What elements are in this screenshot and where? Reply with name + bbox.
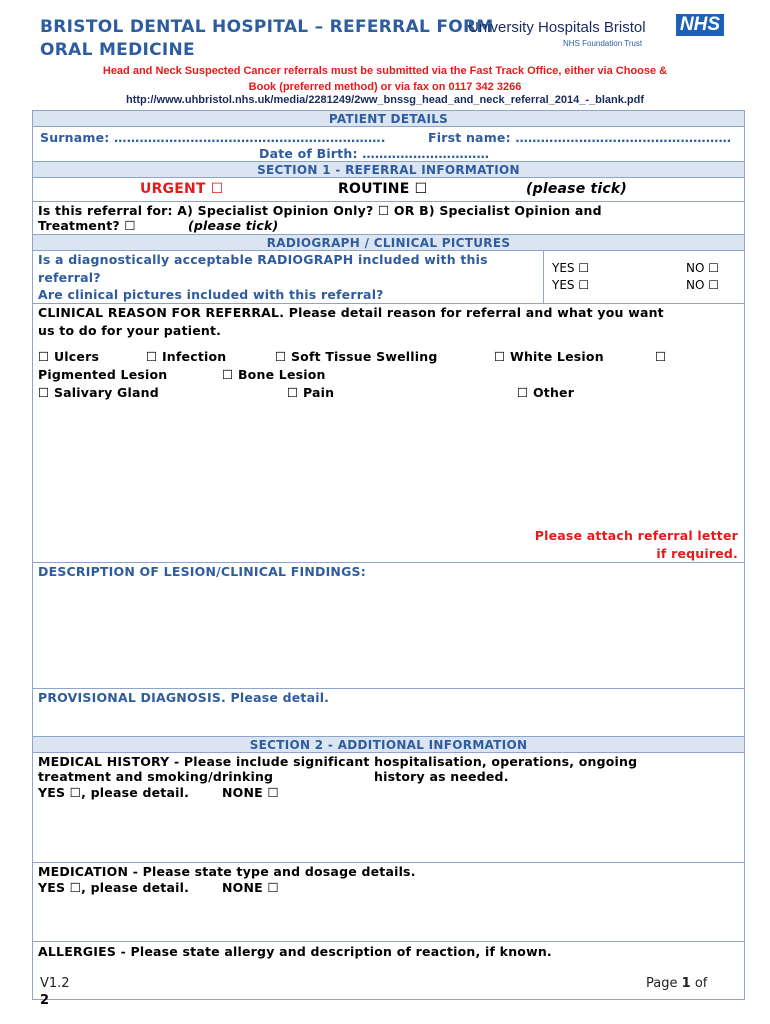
fast-track-notice: [40, 63, 730, 95]
page-of: of: [694, 976, 708, 991]
medical-history-label-2b: history as needed.: [374, 769, 509, 784]
notice-line-2: Book (preferred method) or via fax on 0117 342 3266: [248, 81, 522, 93]
medication-textarea[interactable]: [36, 898, 741, 938]
dob-field[interactable]: Date of Birth: …………………………: [259, 146, 490, 161]
referral-type-question[interactable]: Is this referral for: A) Specialist Opinion Only? ☐ OR B) Specialist Opinion and: [38, 203, 602, 218]
medical-history-none-checkbox[interactable]: NONE ☐: [222, 785, 279, 800]
infection-checkbox[interactable]: ☐ Infection: [146, 349, 227, 364]
first-name-field[interactable]: First name: ……………………………………………: [428, 130, 732, 145]
page-number: 1: [681, 976, 691, 991]
page-total: 2: [40, 993, 50, 1008]
bone-lesion-checkbox[interactable]: ☐ Bone Lesion: [222, 367, 326, 382]
please-tick-note: (please tick): [526, 181, 627, 197]
salivary-gland-checkbox[interactable]: ☐ Salivary Gland: [38, 385, 159, 400]
allergies-textarea[interactable]: [36, 962, 741, 996]
radiograph-yes-checkbox[interactable]: YES ☐: [552, 261, 590, 275]
medical-history-label-2a: treatment and smoking/drinking: [38, 769, 274, 784]
allergies-label: ALLERGIES - Please state allergy and description of reaction, if known.: [38, 944, 552, 959]
pigmented-lesion-label: Pigmented Lesion: [38, 367, 168, 382]
pigmented-lesion-checkbox[interactable]: ☐: [655, 349, 667, 364]
other-checkbox[interactable]: ☐ Other: [517, 385, 575, 400]
form-title: BRISTOL DENTAL HOSPITAL – REFERRAL FORM: [40, 17, 494, 37]
patient-details-header: PATIENT DETAILS: [32, 110, 745, 127]
medical-history-textarea[interactable]: [36, 803, 741, 859]
surname-field[interactable]: Surname: ……………………………………………………….: [40, 130, 386, 145]
trust-logo-sub: NHS Foundation Trust: [563, 39, 643, 48]
clinical-reason-label: CLINICAL REASON FOR REFERRAL. Please detail reason for referral and what you want: [38, 305, 664, 320]
pain-checkbox[interactable]: ☐ Pain: [287, 385, 335, 400]
ulcers-checkbox[interactable]: ☐ Ulcers: [38, 349, 100, 364]
trust-logo-name: University Hospitals Bristol: [468, 19, 646, 36]
white-lesion-checkbox[interactable]: ☐ White Lesion: [494, 349, 604, 364]
urgent-checkbox[interactable]: URGENT ☐: [140, 181, 224, 197]
version-label: V1.2: [40, 976, 70, 991]
attach-letter-note: Please attach referral letter: [534, 528, 738, 543]
clinical-reason-label-2: us to do for your patient.: [38, 323, 222, 338]
pictures-no-checkbox[interactable]: NO ☐: [686, 278, 719, 292]
medical-history-label: MEDICAL HISTORY - Please include significant hospitalisation, operations, ongoing: [38, 754, 638, 769]
medical-history-yes-checkbox[interactable]: YES ☐, please detail.: [38, 785, 190, 800]
please-tick-note-2: (please tick): [188, 218, 279, 233]
radiograph-header: RADIOGRAPH / CLINICAL PICTURES: [32, 234, 745, 251]
radiograph-question-line1: Is a diagnostically acceptable RADIOGRAPH included with this: [38, 252, 488, 267]
page-indicator: [646, 976, 707, 991]
form-subtitle: ORAL MEDICINE: [40, 40, 195, 60]
medication-none-checkbox[interactable]: NONE ☐: [222, 880, 279, 895]
routine-checkbox[interactable]: ROUTINE ☐: [338, 181, 428, 197]
section1-header: SECTION 1 - REFERRAL INFORMATION: [32, 161, 745, 178]
clinical-pictures-question: Are clinical pictures included with this referral?: [38, 287, 384, 302]
radiograph-no-checkbox[interactable]: NO ☐: [686, 261, 719, 275]
pictures-yes-checkbox[interactable]: YES ☐: [552, 278, 590, 292]
attach-letter-note-2: if required.: [656, 546, 738, 561]
radiograph-question-line2: referral?: [38, 270, 101, 285]
provisional-diagnosis-textarea[interactable]: [36, 708, 741, 734]
notice-line-1: Head and Neck Suspected Cancer referrals must be submitted via the Fast Track Office, either via Choose &: [102, 65, 668, 77]
lesion-description-label: DESCRIPTION OF LESION/CLINICAL FINDINGS:: [38, 564, 366, 579]
medication-yes-checkbox[interactable]: YES ☐, please detail.: [38, 880, 190, 895]
clinical-reason-textarea[interactable]: [36, 405, 741, 525]
lesion-description-textarea[interactable]: [36, 582, 741, 686]
section2-header: SECTION 2 - ADDITIONAL INFORMATION: [32, 736, 745, 753]
provisional-diagnosis-label: PROVISIONAL DIAGNOSIS. Please detail.: [38, 690, 330, 705]
page-prefix: Page: [646, 976, 678, 991]
nhs-logo-icon: NHS: [676, 14, 724, 36]
form-url-link[interactable]: http://www.uhbristol.nhs.uk/media/2281249/2ww_bnssg_head_and_neck_referral_2014_-_blank.pdf: [126, 94, 644, 106]
medication-label: MEDICATION - Please state type and dosage details.: [38, 864, 416, 879]
soft-tissue-swelling-checkbox[interactable]: ☐ Soft Tissue Swelling: [275, 349, 438, 364]
treatment-checkbox[interactable]: Treatment? ☐: [38, 218, 136, 233]
